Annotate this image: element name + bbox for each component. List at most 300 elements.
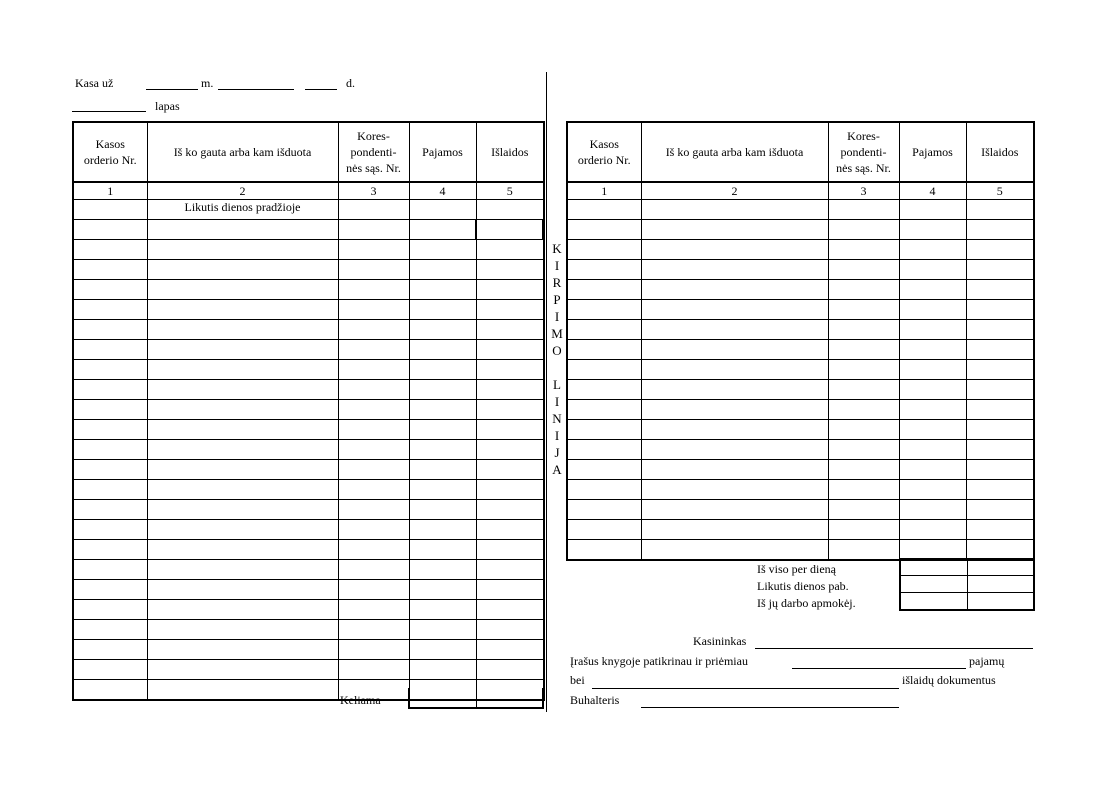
table-cell[interactable] [476, 560, 544, 580]
table-cell[interactable] [409, 520, 476, 540]
table-cell[interactable] [147, 360, 338, 380]
table-cell[interactable] [73, 580, 147, 600]
table-cell[interactable] [567, 340, 641, 360]
table-cell[interactable] [966, 220, 1034, 240]
table-cell[interactable] [409, 420, 476, 440]
table-cell[interactable] [828, 360, 899, 380]
col-number: 2 [641, 182, 828, 200]
table-cell[interactable] [567, 300, 641, 320]
table-cell[interactable] [567, 400, 641, 420]
table-cell[interactable] [73, 320, 147, 340]
table-cell[interactable] [338, 200, 409, 220]
table-cell[interactable] [899, 320, 966, 340]
table-row [567, 460, 1034, 480]
table-row [73, 580, 544, 600]
table-cell[interactable] [899, 200, 966, 220]
table-cell[interactable] [828, 500, 899, 520]
table-cell[interactable] [409, 480, 476, 500]
table-cell[interactable] [147, 640, 338, 660]
table-row [73, 660, 544, 680]
table-cell[interactable] [828, 460, 899, 480]
summary-cell[interactable] [967, 576, 1034, 593]
table-cell[interactable] [899, 220, 966, 240]
table-cell[interactable] [828, 540, 899, 561]
cut-letter: K [552, 241, 562, 256]
table-cell[interactable] [567, 520, 641, 540]
table-cell[interactable] [338, 240, 409, 260]
col-number: 3 [828, 182, 899, 200]
table-cell[interactable] [338, 600, 409, 620]
table-cell[interactable] [73, 260, 147, 280]
table-cell[interactable] [73, 440, 147, 460]
table-cell[interactable] [641, 200, 828, 220]
table-cell[interactable] [899, 520, 966, 540]
table-cell[interactable] [147, 540, 338, 560]
table-cell[interactable] [409, 560, 476, 580]
table-cell[interactable] [73, 280, 147, 300]
table-cell[interactable] [147, 660, 338, 680]
table-cell[interactable] [409, 380, 476, 400]
table-cell[interactable] [338, 520, 409, 540]
table-cell[interactable] [567, 320, 641, 340]
table-cell[interactable] [147, 520, 338, 540]
table-cell[interactable] [338, 560, 409, 580]
table-cell[interactable] [409, 440, 476, 460]
col-number: 4 [899, 182, 966, 200]
table-cell[interactable] [828, 380, 899, 400]
table-cell[interactable] [147, 340, 338, 360]
table-cell[interactable] [147, 400, 338, 420]
table-cell[interactable] [966, 420, 1034, 440]
table-cell[interactable] [899, 280, 966, 300]
table-cell[interactable] [641, 260, 828, 280]
summary-cell[interactable] [900, 559, 967, 576]
table-cell[interactable] [338, 360, 409, 380]
table-cell[interactable] [409, 620, 476, 640]
table-cell[interactable] [409, 240, 476, 260]
table-cell[interactable] [338, 380, 409, 400]
buhalteris-signature-line[interactable] [641, 707, 899, 708]
table-cell[interactable] [73, 680, 147, 701]
table-cell[interactable] [828, 400, 899, 420]
kasininkas-signature-line[interactable] [755, 648, 1033, 649]
table-cell[interactable] [338, 440, 409, 460]
table-cell[interactable] [338, 660, 409, 680]
col-kores-header: Kores- pondenti- nės sąs. Nr. [828, 122, 899, 182]
buhalteris-label: Buhalteris [570, 693, 620, 707]
summary-cell[interactable] [967, 559, 1034, 576]
cut-gap [550, 359, 564, 376]
table-row [73, 480, 544, 500]
table-cell[interactable] [899, 420, 966, 440]
table-cell[interactable] [73, 600, 147, 620]
table-cell[interactable] [476, 200, 544, 220]
table-cell[interactable] [409, 280, 476, 300]
table-cell[interactable] [641, 380, 828, 400]
table-cell[interactable] [409, 540, 476, 560]
table-cell[interactable] [476, 320, 544, 340]
right-table-body [567, 200, 1034, 561]
table-cell[interactable] [409, 260, 476, 280]
cut-letter: L [553, 377, 561, 392]
table-cell[interactable] [147, 240, 338, 260]
table-cell[interactable] [641, 540, 828, 561]
col-number: 5 [476, 182, 544, 200]
table-cell[interactable] [641, 340, 828, 360]
table-cell[interactable] [409, 460, 476, 480]
table-cell[interactable] [147, 600, 338, 620]
table-row [567, 480, 1034, 500]
table-cell[interactable] [966, 540, 1034, 561]
table-cell[interactable] [409, 580, 476, 600]
col-kores-header: Kores- pondenti- nės sąs. Nr. [338, 122, 409, 182]
table-cell[interactable] [338, 220, 409, 240]
table-cell[interactable] [567, 200, 641, 220]
table-cell[interactable] [567, 280, 641, 300]
table-cell[interactable] [73, 220, 147, 240]
table-row [73, 360, 544, 380]
table-cell[interactable] [409, 640, 476, 660]
col-islaidos-header: Išlaidos [966, 122, 1034, 182]
pajamu-line[interactable] [792, 668, 966, 669]
table-cell[interactable] [338, 460, 409, 480]
table-cell[interactable] [73, 420, 147, 440]
table-cell[interactable] [147, 680, 338, 701]
table-cell[interactable] [147, 300, 338, 320]
table-cell[interactable] [409, 300, 476, 320]
table-cell[interactable] [641, 500, 828, 520]
cut-letter: P [553, 292, 561, 307]
table-cell[interactable] [73, 520, 147, 540]
selected-cell[interactable] [475, 219, 543, 240]
table-cell[interactable] [641, 400, 828, 420]
table-cell[interactable] [641, 520, 828, 540]
month-line[interactable] [218, 89, 294, 90]
table-cell[interactable] [899, 480, 966, 500]
table-cell[interactable] [338, 340, 409, 360]
table-cell[interactable] [899, 460, 966, 480]
table-cell[interactable] [641, 280, 828, 300]
table-cell[interactable] [641, 440, 828, 460]
table-cell[interactable] [73, 200, 147, 220]
table-cell[interactable] [828, 220, 899, 240]
table-cell[interactable] [828, 200, 899, 220]
summary-cell[interactable] [967, 593, 1034, 611]
table-cell[interactable] [899, 400, 966, 420]
table-cell[interactable] [476, 400, 544, 420]
table-cell[interactable] [476, 260, 544, 280]
table-cell[interactable] [899, 380, 966, 400]
table-cell[interactable] [147, 420, 338, 440]
table-cell[interactable] [338, 280, 409, 300]
table-row [73, 620, 544, 640]
table-cell[interactable] [73, 560, 147, 580]
irasus-label: Įrašus knygoje patikrinau ir priėmiau [570, 654, 748, 668]
table-cell[interactable] [828, 300, 899, 320]
table-cell[interactable] [147, 560, 338, 580]
table-cell[interactable] [338, 540, 409, 560]
table-cell[interactable] [476, 480, 544, 500]
table-cell[interactable] [147, 620, 338, 640]
d-label: d. [346, 76, 355, 90]
cut-letter: J [554, 445, 560, 460]
table-cell[interactable] [476, 420, 544, 440]
table-cell[interactable] [899, 500, 966, 520]
cut-line-label [550, 240, 564, 478]
table-row [73, 600, 544, 620]
table-cell[interactable] [966, 360, 1034, 380]
table-cell[interactable] [409, 400, 476, 420]
table-cell[interactable] [476, 440, 544, 460]
col-number: 1 [567, 182, 641, 200]
table-cell[interactable] [966, 280, 1034, 300]
cut-letter: N [552, 411, 562, 426]
left-cash-table [72, 121, 545, 701]
col-islaidos-header: Išlaidos [476, 122, 544, 182]
table-row [567, 220, 1034, 240]
table-cell[interactable] [476, 340, 544, 360]
table-cell[interactable] [73, 380, 147, 400]
table-cell[interactable] [966, 380, 1034, 400]
table-cell[interactable] [567, 220, 641, 240]
table-cell[interactable] [641, 300, 828, 320]
table-cell[interactable] [476, 380, 544, 400]
table-cell[interactable] [73, 500, 147, 520]
table-row [567, 280, 1034, 300]
page-number-line[interactable] [72, 111, 146, 112]
table-cell[interactable] [73, 460, 147, 480]
table-cell[interactable] [966, 240, 1034, 260]
table-cell[interactable] [567, 480, 641, 500]
table-row [567, 500, 1034, 520]
table-cell[interactable] [73, 480, 147, 500]
table-cell[interactable] [828, 260, 899, 280]
table-cell[interactable] [966, 460, 1034, 480]
cut-letter: A [552, 462, 562, 477]
pajamu-label: pajamų [969, 654, 1005, 668]
table-row [73, 260, 544, 280]
table-cell[interactable] [476, 360, 544, 380]
table-row [567, 260, 1034, 280]
table-cell[interactable] [147, 500, 338, 520]
table-cell[interactable] [409, 320, 476, 340]
table-cell[interactable] [567, 260, 641, 280]
table-row [567, 440, 1034, 460]
table-cell[interactable] [966, 300, 1034, 320]
table-cell[interactable] [409, 600, 476, 620]
table-cell[interactable] [828, 420, 899, 440]
likutis-pab-label: Likutis dienos pab. [757, 579, 849, 593]
table-cell[interactable] [338, 640, 409, 660]
table-cell[interactable] [899, 360, 966, 380]
col-pajamos-header: Pajamos [409, 122, 476, 182]
table-cell[interactable] [641, 320, 828, 340]
table-cell[interactable] [476, 240, 544, 260]
table-row [567, 240, 1034, 260]
keliama-pajamos-cell[interactable] [408, 688, 477, 709]
cut-letter: I [554, 258, 560, 273]
table-cell[interactable] [73, 240, 147, 260]
islaidu-line[interactable] [592, 688, 899, 689]
table-cell[interactable] [828, 240, 899, 260]
table-cell[interactable] [899, 300, 966, 320]
table-row [567, 400, 1034, 420]
table-row [73, 420, 544, 440]
table-row [567, 380, 1034, 400]
table-row [567, 520, 1034, 540]
table-row [73, 440, 544, 460]
table-cell[interactable] [966, 440, 1034, 460]
table-cell[interactable] [966, 260, 1034, 280]
table-cell[interactable] [409, 220, 476, 240]
table-cell[interactable] [147, 220, 338, 240]
table-cell[interactable] [338, 620, 409, 640]
table-cell[interactable] [828, 340, 899, 360]
table-cell[interactable] [73, 300, 147, 320]
table-cell[interactable] [899, 540, 966, 561]
summary-cell[interactable] [900, 576, 967, 593]
table-cell[interactable] [147, 320, 338, 340]
col-number: 2 [147, 182, 338, 200]
table-cell[interactable] [567, 420, 641, 440]
table-cell[interactable] [409, 200, 476, 220]
table-cell[interactable] [567, 500, 641, 520]
table-cell[interactable] [828, 320, 899, 340]
col-is-ko-header: Iš ko gauta arba kam išduota [147, 122, 338, 182]
table-cell[interactable] [567, 360, 641, 380]
day-line[interactable] [305, 89, 337, 90]
col-number: 5 [966, 182, 1034, 200]
table-cell[interactable] [828, 280, 899, 300]
table-cell[interactable] [828, 520, 899, 540]
opening-balance-label: Likutis dienos pradžioje [147, 200, 338, 220]
cut-letter: O [552, 343, 562, 358]
table-cell[interactable] [899, 260, 966, 280]
table-cell[interactable] [338, 420, 409, 440]
kasa-label: Kasa už [75, 76, 114, 90]
table-cell[interactable] [966, 400, 1034, 420]
table-row [567, 420, 1034, 440]
table-row [73, 500, 544, 520]
table-cell[interactable] [476, 580, 544, 600]
table-cell[interactable] [641, 360, 828, 380]
table-cell[interactable] [338, 500, 409, 520]
table-cell[interactable] [409, 660, 476, 680]
table-cell[interactable] [73, 620, 147, 640]
table-cell[interactable] [338, 480, 409, 500]
table-cell[interactable] [409, 340, 476, 360]
table-cell[interactable] [966, 500, 1034, 520]
year-line[interactable] [146, 89, 198, 90]
table-cell[interactable] [567, 240, 641, 260]
table-cell[interactable] [476, 500, 544, 520]
table-cell[interactable] [338, 400, 409, 420]
table-cell[interactable] [147, 380, 338, 400]
table-cell[interactable] [899, 340, 966, 360]
table-cell[interactable] [476, 620, 544, 640]
table-cell[interactable] [899, 240, 966, 260]
table-cell[interactable] [147, 480, 338, 500]
table-cell[interactable] [409, 360, 476, 380]
table-cell[interactable] [641, 420, 828, 440]
table-row [567, 200, 1034, 220]
table-cell[interactable] [73, 400, 147, 420]
table-cell[interactable] [73, 540, 147, 560]
table-cell[interactable] [476, 460, 544, 480]
table-row [567, 340, 1034, 360]
table-row [567, 540, 1034, 561]
table-row [567, 300, 1034, 320]
table-cell[interactable] [567, 540, 641, 561]
table-row [73, 380, 544, 400]
table-cell[interactable] [899, 440, 966, 460]
col-kasos-header: Kasos orderio Nr. [567, 122, 641, 182]
table-cell[interactable] [828, 440, 899, 460]
col-number: 3 [338, 182, 409, 200]
table-cell[interactable] [476, 300, 544, 320]
table-cell[interactable] [338, 260, 409, 280]
table-cell[interactable] [476, 280, 544, 300]
table-cell[interactable] [147, 460, 338, 480]
table-cell[interactable] [73, 660, 147, 680]
table-cell[interactable] [147, 260, 338, 280]
table-cell[interactable] [73, 640, 147, 660]
table-cell[interactable] [338, 320, 409, 340]
table-cell[interactable] [966, 520, 1034, 540]
table-row [73, 540, 544, 560]
summary-cell[interactable] [900, 593, 967, 611]
table-row [73, 240, 544, 260]
cut-letter: M [551, 326, 563, 341]
summary-table [899, 558, 1035, 611]
table-cell[interactable] [476, 640, 544, 660]
table-cell[interactable] [641, 220, 828, 240]
table-cell[interactable] [641, 240, 828, 260]
table-cell[interactable] [73, 340, 147, 360]
table-cell[interactable] [147, 280, 338, 300]
is-ju-label: Iš jų darbo apmokėj. [757, 596, 856, 610]
table-cell[interactable] [567, 380, 641, 400]
table-cell[interactable] [966, 340, 1034, 360]
keliama-islaidos-cell[interactable] [475, 688, 544, 709]
cut-letter: R [552, 275, 562, 290]
table-cell[interactable] [641, 480, 828, 500]
table-cell[interactable] [476, 660, 544, 680]
table-cell[interactable] [147, 580, 338, 600]
table-cell[interactable] [476, 520, 544, 540]
table-cell[interactable] [73, 360, 147, 380]
table-cell[interactable] [828, 480, 899, 500]
table-cell[interactable] [338, 580, 409, 600]
col-number: 4 [409, 182, 476, 200]
table-cell[interactable] [338, 300, 409, 320]
table-cell[interactable] [476, 600, 544, 620]
table-row [73, 300, 544, 320]
table-cell[interactable] [966, 480, 1034, 500]
table-row [73, 520, 544, 540]
is-viso-label: Iš viso per dieną [757, 562, 836, 576]
table-cell[interactable] [567, 460, 641, 480]
table-cell[interactable] [147, 440, 338, 460]
table-cell[interactable] [409, 500, 476, 520]
table-cell[interactable] [641, 460, 828, 480]
col-pajamos-header: Pajamos [899, 122, 966, 182]
table-row [73, 280, 544, 300]
table-cell[interactable] [966, 200, 1034, 220]
table-cell[interactable] [567, 440, 641, 460]
table-cell[interactable] [476, 540, 544, 560]
table-cell[interactable] [966, 320, 1034, 340]
